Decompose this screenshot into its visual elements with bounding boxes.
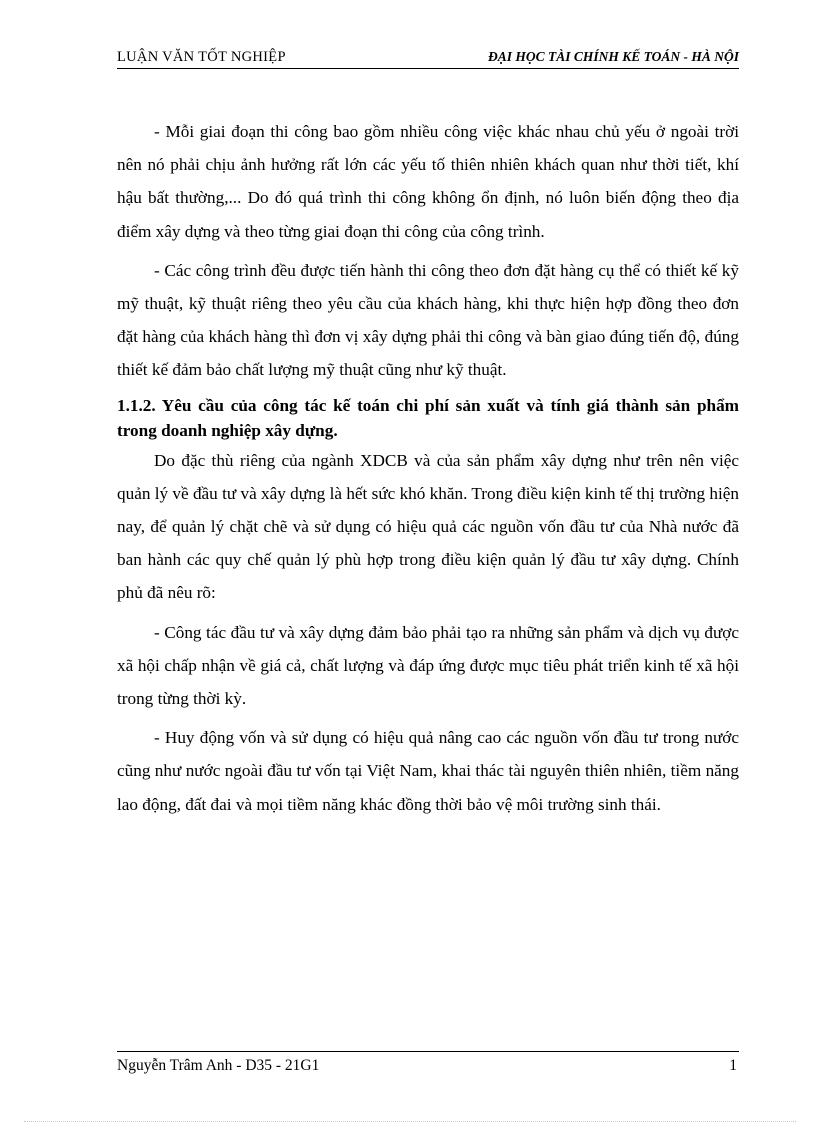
page-bottom-edge	[24, 1121, 796, 1122]
paragraph-investment-requirements: - Công tác đầu tư và xây dựng đảm bảo phải tạo ra những sản phẩm và dịch vụ được xã hội chấp nhận về giá cả, chất lượng và đáp ứng được mục tiêu phát triển kinh tế xã hội trong từng thời kỳ.	[117, 622, 739, 709]
paragraph-construction-stages: - Mỗi giai đoạn thi công bao gồm nhiều công việc khác nhau chủ yếu ở ngoài trời nên nó phải chịu ảnh hưởng rất lớn các yếu tố thiên nhiên khách quan như thời tiết, khí hậu bất thường,... Do đó quá trình thi công không ổn định, nó luôn biến động theo địa điểm xây dựng và theo từng giai đoạn thi công của công trình.	[117, 122, 739, 241]
page-number: 1	[729, 1057, 737, 1074]
paragraph-construction-orders: - Các công trình đều được tiến hành thi công theo đơn đặt hàng cụ thể có thiết kế kỹ mỹ thuật, kỹ thuật riêng theo yêu cầu của khách hàng, khi thực hiện hợp đồng theo đơn đặt hàng của khách hàng thì đơn vị xây dựng phải thi công và bàn giao đúng tiến độ, đúng thiết kế đảm bảo chất lượng mỹ thuật cũng như kỹ thuật.	[117, 260, 739, 380]
footer-author: Nguyễn Trâm Anh - D35 - 21G1	[117, 1057, 320, 1074]
page-header	[117, 46, 739, 69]
paragraph-capital-mobilization: - Huy động vốn và sử dụng có hiệu quả nâng cao các nguồn vốn đầu tư trong nước cũng như nước ngoài đầu tư vốn tại Việt Nam, khai thác tài nguyên thiên nhiên, tiềm năng lao động, đất đai và mọi tiềm năng khác đồng thời bảo vệ môi trường sinh thái.	[117, 728, 739, 814]
section-heading: 1.1.2. Yêu cầu của công tác kế toán chi phí sản xuất và tính giá thành sản phẩm trong doanh nghiệp xây dựng.	[117, 395, 739, 440]
paragraph-management-context: Do đặc thù riêng của ngành XDCB và của sản phẩm xây dựng như trên nên việc quản lý về đầu tư và xây dựng là hết sức khó khăn. Trong điều kiện kinh tế thị trường hiện nay, để quản lý chặt chẽ và sử dụng có hiệu quả các nguồn vốn đầu tư của Nhà nước đã ban hành các quy chế quản lý phù hợp trong điều kiện quản lý đầu tư xây dựng. Chính phủ đã nêu rõ:	[117, 450, 739, 603]
header-university: ĐẠI HỌC TÀI CHÍNH KẾ TOÁN - HÀ NỘI	[487, 49, 739, 64]
page-content	[117, 115, 739, 821]
page-footer	[117, 1051, 739, 1075]
header-thesis-title: LUẬN VĂN TỐT NGHIỆP	[117, 49, 286, 65]
